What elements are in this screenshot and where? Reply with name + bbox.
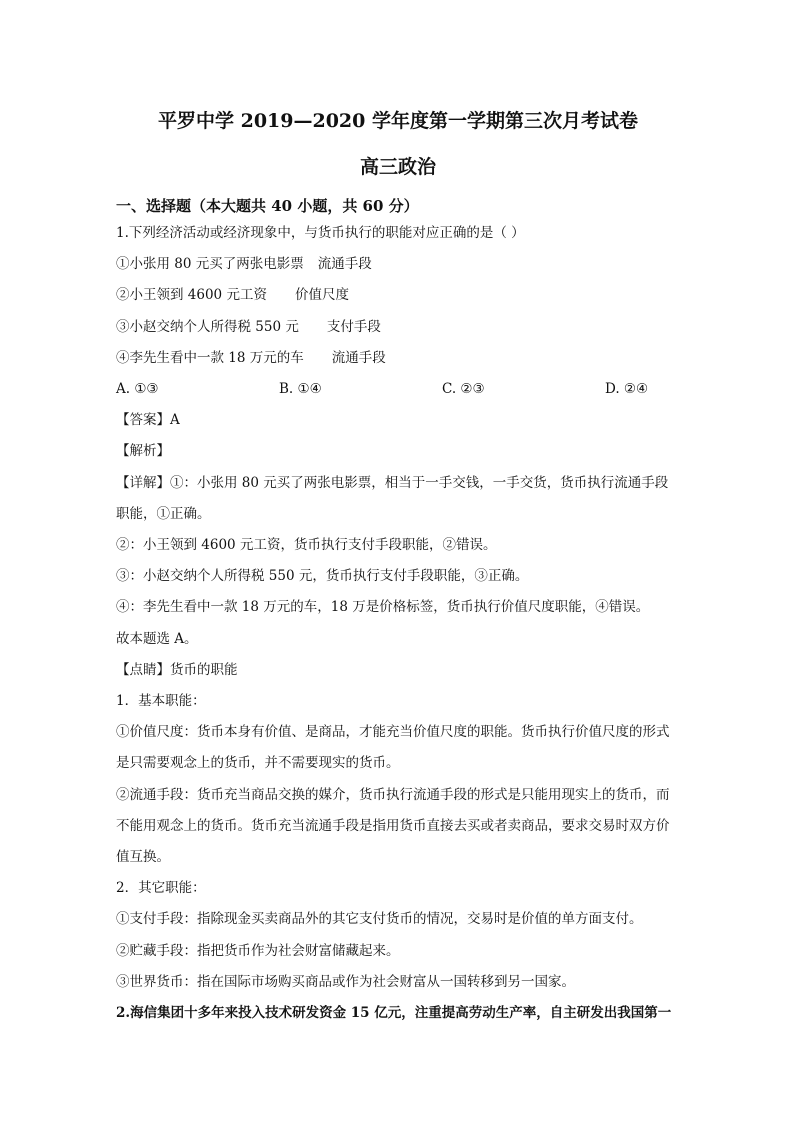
point-paragraph: ③世界货币：指在国际市场购买商品或作为社会财富从一国转移到另一国家。 [116,973,575,990]
section-heading: 一、选择题（本大题共 40 小题，共 60 分） [116,197,419,215]
choice-a: A. ①③ [116,381,159,398]
item-function: 流通手段 [317,256,372,273]
detail-paragraph: ③：小赵交纳个人所得税 550 元，货币执行支付手段职能，③正确。 [116,568,529,585]
point-paragraph: 2．其它职能： [116,880,206,897]
item-function: 流通手段 [331,349,386,366]
choice-c: C. ②③ [442,381,485,398]
detail-paragraph: ②：小王领到 4600 元工资，货币执行支付手段职能，②错误。 [116,537,497,554]
detail-paragraph: 【详解】①：小张用 80 元买了两张电影票，相当于一手交钱，一手交货，货币执行流通手段职能，①正确。 [116,474,669,522]
analysis-label: 【解析】 [116,443,170,460]
detail-paragraph: 故本题选 A。 [116,630,198,647]
question-1-item [116,343,680,374]
point-label: 【点睛】货币的职能 [116,661,238,678]
question-1-choices [116,374,680,405]
item-function: 支付手段 [326,318,381,335]
item-text: ①小张用 80 元买了两张电影票 [116,256,304,273]
page-subtitle: 高三政治 [359,156,436,178]
item-text: ④李先生看中一款 18 万元的车 [116,349,304,366]
point-paragraph: ②流通手段：货币充当商品交换的媒介，货币执行流通手段的形式是只能用现实上的货币，而不能用观念上的货币。货币充当流通手段是指用货币直接去买或者卖商品，要求交易时双方价值互换。 [116,786,670,866]
point-paragraph: ②贮藏手段：指把货币作为社会财富储藏起来。 [116,942,400,959]
item-text: ③小赵交纳个人所得税 550 元 [116,318,299,335]
question-1-item [116,280,680,311]
question-2-stem: 2.海信集团十多年来投入技术研发资金 15 亿元，注重提高劳动生产率，自主研发出我国第一 [116,1005,672,1022]
question-1-item [116,249,680,280]
detail-paragraph: ④：李先生看中一款 18 万元的车，18 万是价格标签，货币执行价值尺度职能，④错误。 [116,599,650,616]
point-paragraph: 1．基本职能： [116,693,206,710]
item-function: 价值尺度 [294,287,349,304]
question-1-stem: 1.下列经济活动或经济现象中，与货币执行的职能对应正确的是（ ） [116,225,525,241]
choice-b: B. ①④ [279,381,322,398]
page-title: 平罗中学 2019—2020 学年度第一学期第三次月考试卷 [158,110,638,132]
answer-label: 【答案】A [116,412,180,429]
item-text: ②小王领到 4600 元工资 [116,287,267,304]
point-paragraph: ①支付手段：指除现金买卖商品外的其它支付货币的情况，交易时是价值的单方面支付。 [116,911,643,928]
question-1-item [116,312,680,343]
choice-d: D. ②④ [605,381,649,398]
point-paragraph: ①价值尺度：货币本身有价值、是商品，才能充当价值尺度的职能。货币执行价值尺度的形式是只需要观念上的货币，并不需要现实的货币。 [116,724,670,772]
